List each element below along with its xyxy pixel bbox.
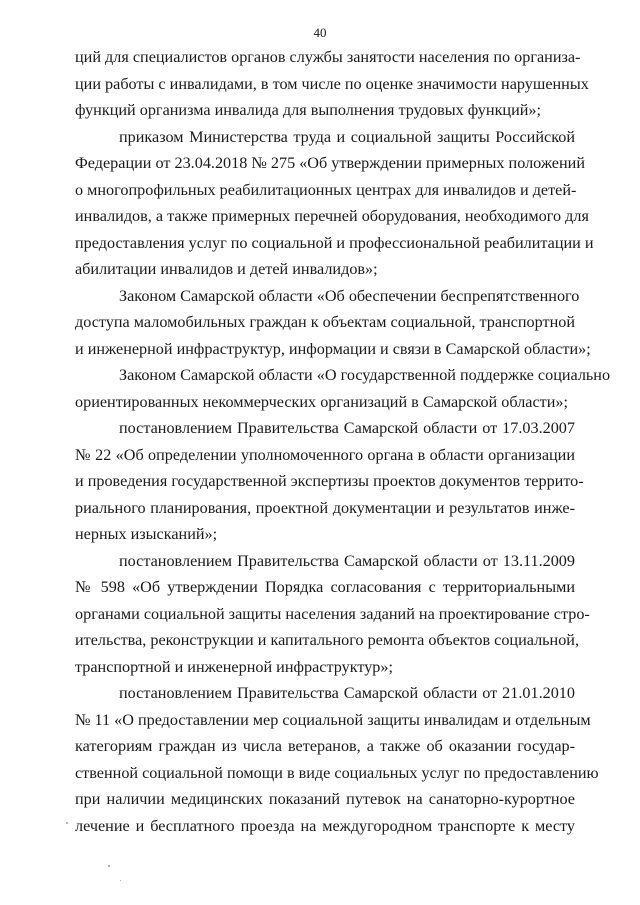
text-line: Федерации от 23.04.2018 № 275 «Об утверждении примерных положений	[75, 154, 585, 172]
text-line: транспортной и инженерной инфраструктур»;	[75, 657, 393, 676]
text-line: о многопрофильных реабилитационных центрах для инвалидов и детей-	[75, 180, 577, 199]
text-line: приказом Министерства труда и социальной защиты Российской	[119, 127, 575, 146]
text-line: нерных изысканий»;	[75, 525, 218, 543]
text-line: ции работы с инвалидами, в том числе по оценке значимости нарушенных	[75, 74, 589, 93]
text-line: ственной социальной помощи в виде социальных услуг по предоставлению	[75, 763, 599, 782]
text-line: инвалидов, а также примерных перечней оборудования, необходимого для	[75, 207, 589, 225]
text-line: и инженерной инфраструктур, информации и связи в Самарской области»;	[75, 339, 591, 358]
text-line: ориентированных некоммерческих организаций в Самарской области»;	[75, 392, 568, 411]
text-line: доступа маломобильных граждан к объектам социальной, транспортной	[75, 313, 575, 331]
page-number: 40	[313, 25, 327, 40]
paragraph	[75, 548, 590, 681]
text-line: риального планирования, проектной документации и результатов инже-	[75, 498, 575, 517]
scan-speck	[108, 865, 110, 867]
text-line: категориям граждан из числа ветеранов, а также об оказании государ-	[75, 737, 575, 755]
paragraph	[75, 680, 599, 839]
document-body	[75, 44, 611, 839]
text-line: постановлением Правительства Самарской области от 13.11.2009	[119, 551, 575, 570]
text-line: ций для специалистов органов службы занятости населения по организа-	[75, 48, 581, 66]
text-line: органами социальной защиты населения заданий на проектирование стро-	[75, 604, 590, 623]
paragraph	[75, 415, 584, 548]
scan-speck	[120, 880, 121, 881]
text-line: № 22 «Об определении уполномоченного органа в области организации	[75, 445, 575, 464]
paragraph	[75, 124, 594, 283]
paragraph	[75, 283, 591, 363]
text-line: абилитации инвалидов и детей инвалидов»;	[75, 260, 378, 278]
text-line: Законом Самарской области «О государственной поддержке социально	[119, 366, 611, 384]
text-line: ительства, реконструкции и капитального ремонта объектов социальной,	[75, 631, 579, 649]
text-line: при наличии медицинских показаний путевок на санаторно-курортное	[75, 790, 575, 808]
text-line: постановлением Правительства Самарской области от 21.01.2010	[119, 684, 575, 702]
paragraph	[75, 44, 589, 124]
paragraph	[75, 362, 611, 415]
text-line: лечение и бесплатного проезда на междугородном транспорте к месту	[75, 816, 575, 835]
text-line: № 11 «О предоставлении мер социальной защиты инвалидам и отдельным	[75, 710, 591, 729]
text-line: № 598 «Об утверждении Порядка согласования с территориальными	[75, 578, 575, 596]
text-line: Законом Самарской области «Об обеспечении беспрепятственного	[119, 286, 580, 305]
text-line: предоставления услуг по социальной и профессиональной реабилитации и	[75, 233, 594, 252]
text-line: функций организма инвалида для выполнения трудовых функций»;	[75, 101, 542, 119]
scan-speck	[66, 822, 68, 824]
text-line: постановлением Правительства Самарской области от 17.03.2007	[119, 419, 575, 437]
text-line: и проведения государственной экспертизы проектов документов террито-	[75, 472, 584, 490]
